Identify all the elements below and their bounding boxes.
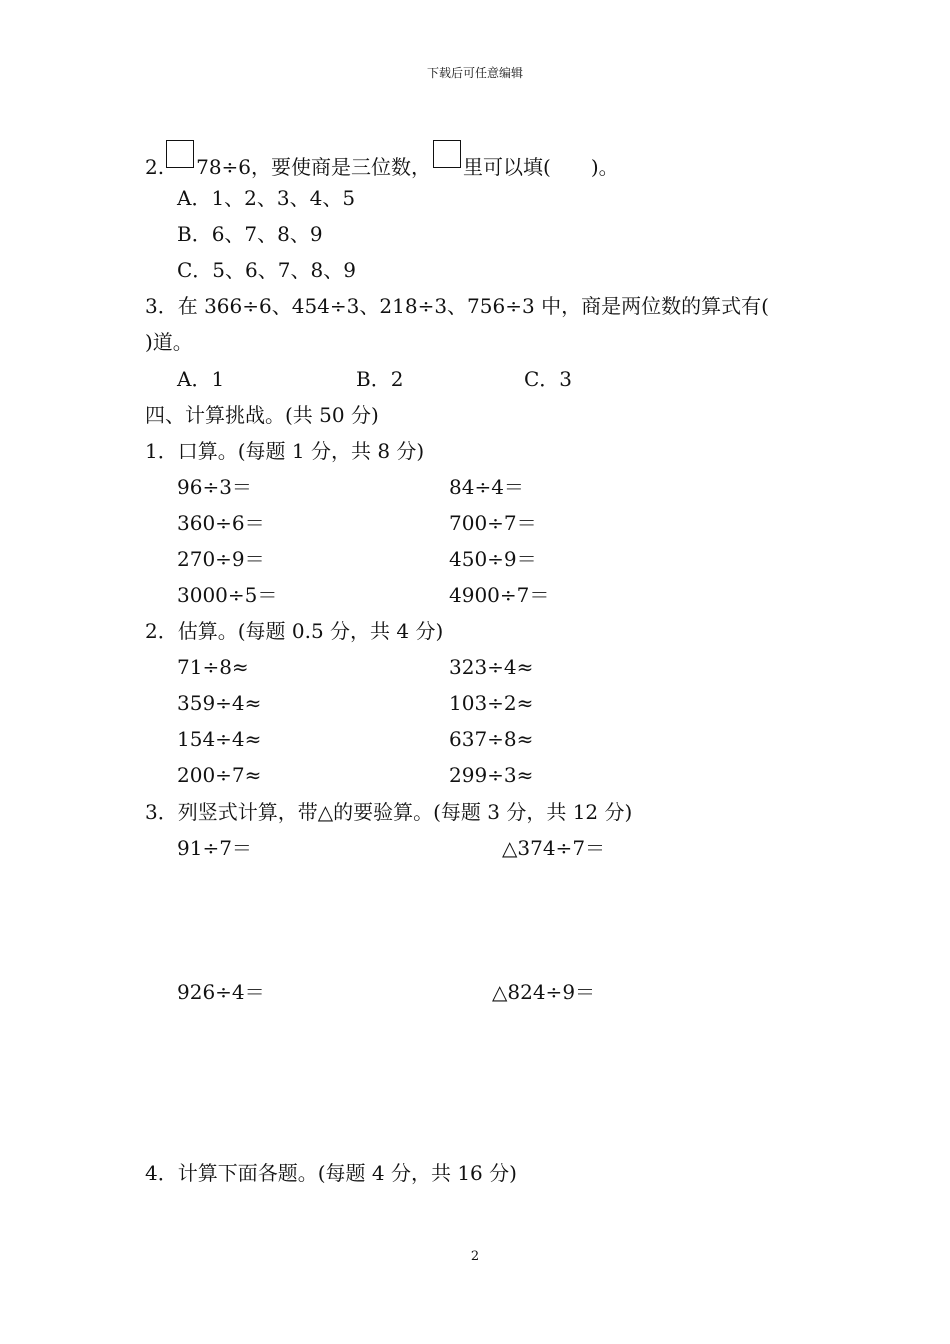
s2-title: 2．估算。(每题 0.5 分，共 4 分): [145, 619, 444, 643]
s2-right-4: 299÷3≈: [449, 763, 534, 787]
s3-item-3: 926÷4＝: [177, 980, 265, 1004]
s4-title: 4．计算下面各题。(每题 4 分，共 16 分): [145, 1161, 517, 1185]
s3-item-2: △374÷7＝: [502, 836, 606, 860]
s3-item-1: 91÷7＝: [177, 836, 252, 860]
s1-left-4: 3000÷5＝: [177, 583, 278, 607]
q3-option-b: B．2: [356, 367, 404, 391]
s1-title: 1．口算。(每题 1 分，共 8 分): [145, 439, 425, 463]
q3-stem-line2: )道。: [145, 330, 193, 354]
q2-option-a: A．1、2、3、4、5: [177, 186, 356, 210]
blank-box: [166, 140, 194, 168]
s1-right-1: 84÷4＝: [449, 475, 524, 499]
q2-option-c: C．5、6、7、8、9: [177, 258, 356, 282]
q2-number: 2.: [145, 155, 165, 179]
s3-title: 3．列竖式计算，带△的要验算。(每题 3 分，共 12 分): [145, 800, 633, 824]
page-number: 2: [470, 1249, 480, 1264]
s1-left-2: 360÷6＝: [177, 511, 265, 535]
q3-stem-line1: 3．在 366÷6、454÷3、218÷3、756÷3 中，商是两位数的算式有(: [145, 294, 769, 318]
s2-left-3: 154÷4≈: [177, 727, 262, 751]
section-4-title: 四、计算挑战。(共 50 分): [145, 403, 379, 427]
s1-right-3: 450÷9＝: [449, 547, 537, 571]
s2-left-1: 71÷8≈: [177, 655, 249, 679]
q3-option-a: A．1: [177, 367, 225, 391]
q2-option-b: B．6、7、8、9: [177, 222, 323, 246]
s3-item-4: △824÷9＝: [492, 980, 596, 1004]
q3-option-c: C．3: [524, 367, 573, 391]
page-header: 下载后可任意编辑: [426, 66, 523, 80]
s1-left-1: 96÷3＝: [177, 475, 252, 499]
s2-right-3: 637÷8≈: [449, 727, 534, 751]
s2-left-4: 200÷7≈: [177, 763, 262, 787]
blank-box: [433, 140, 461, 168]
s2-right-2: 103÷2≈: [449, 691, 534, 715]
s1-right-4: 4900÷7＝: [449, 583, 550, 607]
s2-right-1: 323÷4≈: [449, 655, 534, 679]
s1-right-2: 700÷7＝: [449, 511, 537, 535]
q2-text-part1: 78÷6，要使商是三位数，: [196, 155, 432, 179]
q2-stem: [145, 140, 619, 179]
s1-left-3: 270÷9＝: [177, 547, 265, 571]
s2-left-2: 359÷4≈: [177, 691, 262, 715]
q2-text-part2: 里可以填( )。: [463, 155, 619, 179]
